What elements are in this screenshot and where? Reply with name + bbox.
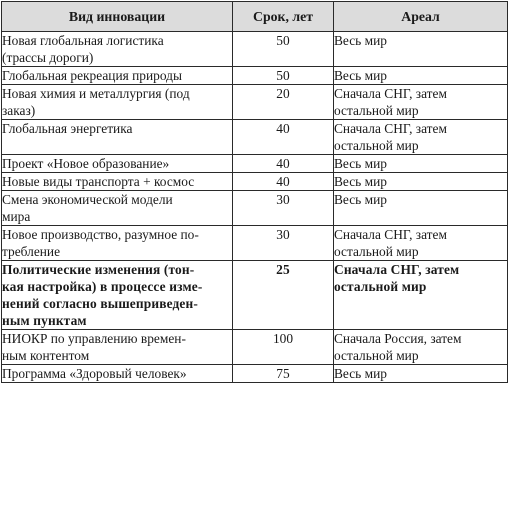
table-row — [2, 261, 508, 330]
cell-text-line: Весь мир — [334, 68, 387, 83]
header-row — [2, 2, 508, 32]
cell-text-line: требление — [2, 244, 61, 259]
cell-text-line: остальной мир — [334, 244, 419, 259]
cell-term-years — [233, 330, 334, 365]
cell-innovation-type — [2, 261, 233, 330]
cell-innovation-type — [2, 32, 233, 67]
table-row — [2, 226, 508, 261]
cell-area — [334, 85, 508, 120]
cell-text-line: Проект «Новое образование» — [2, 156, 170, 171]
cell-text-line: Новая глобальная логистика — [2, 33, 164, 48]
table-row — [2, 365, 508, 383]
cell-innovation-type — [2, 85, 233, 120]
cell-text-line: заказ) — [2, 103, 36, 118]
cell-term-years — [233, 85, 334, 120]
table-row — [2, 67, 508, 85]
cell-area — [334, 155, 508, 173]
cell-area — [334, 365, 508, 383]
cell-text-line: Новая химия и металлургия (под — [2, 86, 190, 101]
cell-text-line: 25 — [276, 262, 290, 277]
cell-term-years — [233, 173, 334, 191]
cell-text-line: остальной мир — [334, 138, 419, 153]
header-innovation-type: Вид инновации — [2, 2, 233, 32]
cell-innovation-type — [2, 191, 233, 226]
cell-text-line: Весь мир — [334, 156, 387, 171]
cell-text-line: ным пунктам — [2, 313, 87, 328]
table-row — [2, 155, 508, 173]
cell-term-years — [233, 191, 334, 226]
cell-text-line: Сначала СНГ, затем — [334, 86, 447, 101]
table-header — [2, 2, 508, 32]
cell-area — [334, 261, 508, 330]
cell-area — [334, 330, 508, 365]
cell-text-line: Сначала СНГ, затем — [334, 227, 447, 242]
header-term-years: Срок, лет — [233, 2, 334, 32]
cell-text-line: нений согласно вышеприведен- — [2, 296, 199, 311]
cell-text-line: ным контентом — [2, 348, 90, 363]
cell-innovation-type — [2, 173, 233, 191]
table-row — [2, 85, 508, 120]
cell-text-line: НИОКР по управлению времен- — [2, 331, 186, 346]
cell-text-line: Глобальная рекреация природы — [2, 68, 182, 83]
cell-term-years — [233, 32, 334, 67]
cell-text-line: 30 — [276, 192, 290, 207]
cell-text-line: Сначала СНГ, затем — [334, 121, 447, 136]
cell-area — [334, 120, 508, 155]
table-row — [2, 173, 508, 191]
cell-text-line: 50 — [276, 68, 290, 83]
cell-term-years — [233, 120, 334, 155]
cell-area — [334, 226, 508, 261]
table-row — [2, 32, 508, 67]
cell-text-line: 40 — [276, 174, 290, 189]
table-row — [2, 191, 508, 226]
cell-term-years — [233, 226, 334, 261]
cell-text-line: остальной мир — [334, 348, 419, 363]
cell-area — [334, 32, 508, 67]
innovation-table — [1, 1, 508, 383]
cell-text-line: Смена экономической модели — [2, 192, 173, 207]
cell-term-years — [233, 155, 334, 173]
cell-text-line: Новые виды транспорта + космос — [2, 174, 195, 189]
cell-text-line: 75 — [276, 366, 290, 381]
cell-text-line: Весь мир — [334, 33, 387, 48]
cell-text-line: 40 — [276, 121, 290, 136]
cell-text-line: 30 — [276, 227, 290, 242]
cell-text-line: Сначала СНГ, затем — [334, 262, 460, 277]
cell-text-line: 40 — [276, 156, 290, 171]
cell-innovation-type — [2, 155, 233, 173]
table-row — [2, 330, 508, 365]
cell-term-years — [233, 365, 334, 383]
cell-area — [334, 67, 508, 85]
table-row — [2, 120, 508, 155]
cell-text-line: Весь мир — [334, 174, 387, 189]
cell-text-line: кая настройка) в процессе изме- — [2, 279, 203, 294]
cell-innovation-type — [2, 226, 233, 261]
cell-text-line: (трассы дороги) — [2, 50, 94, 65]
cell-innovation-type — [2, 67, 233, 85]
cell-text-line: Весь мир — [334, 192, 387, 207]
cell-text-line: Весь мир — [334, 366, 387, 381]
cell-term-years — [233, 261, 334, 330]
cell-text-line: остальной мир — [334, 103, 419, 118]
cell-text-line: Новое производство, разумное по- — [2, 227, 199, 242]
cell-innovation-type — [2, 330, 233, 365]
cell-area — [334, 173, 508, 191]
cell-term-years — [233, 67, 334, 85]
cell-text-line: остальной мир — [334, 279, 427, 294]
cell-text-line: 100 — [272, 331, 294, 346]
cell-innovation-type — [2, 365, 233, 383]
cell-text-line: 50 — [276, 33, 290, 48]
cell-text-line: мира — [2, 209, 31, 224]
cell-text-line: 20 — [276, 86, 290, 101]
header-area: Ареал — [334, 2, 508, 32]
cell-text-line: Сначала Россия, затем — [334, 331, 462, 346]
table-body — [2, 32, 508, 383]
cell-text-line: Программа «Здоровый человек» — [2, 366, 187, 381]
cell-innovation-type — [2, 120, 233, 155]
cell-area — [334, 191, 508, 226]
cell-text-line: Политические изменения (тон- — [2, 262, 195, 277]
cell-text-line: Глобальная энергетика — [2, 121, 133, 136]
